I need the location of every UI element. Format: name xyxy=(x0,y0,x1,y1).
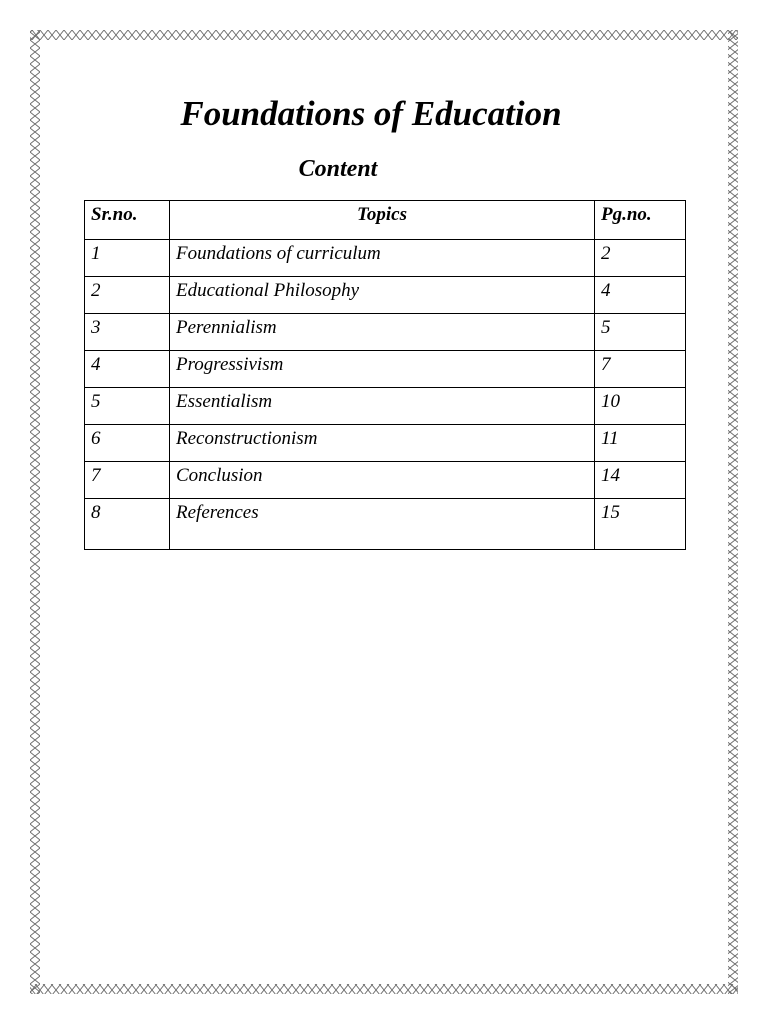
cell-page: 7 xyxy=(595,351,686,388)
table-row xyxy=(85,277,686,314)
document-subtitle: Content xyxy=(298,156,378,182)
header-pg-no: Pg.no. xyxy=(595,201,686,240)
cell-page: 15 xyxy=(595,499,686,550)
table-row xyxy=(85,240,686,277)
table-header-row xyxy=(85,201,686,240)
cell-sr-no: 2 xyxy=(85,277,170,314)
cell-topic: Essentialism xyxy=(170,388,595,425)
cell-page: 4 xyxy=(595,277,686,314)
table-row xyxy=(85,425,686,462)
cell-page: 2 xyxy=(595,240,686,277)
cell-page: 5 xyxy=(595,314,686,351)
cell-sr-no: 1 xyxy=(85,240,170,277)
border-top xyxy=(30,30,738,40)
header-topics: Topics xyxy=(170,201,595,240)
cell-page: 14 xyxy=(595,462,686,499)
cell-topic: Educational Philosophy xyxy=(170,277,595,314)
cell-page: 11 xyxy=(595,425,686,462)
border-bottom xyxy=(30,984,738,994)
cell-page: 10 xyxy=(595,388,686,425)
table-row xyxy=(85,314,686,351)
table-row xyxy=(85,388,686,425)
table-row xyxy=(85,462,686,499)
cell-sr-no: 8 xyxy=(85,499,170,550)
cell-topic: Conclusion xyxy=(170,462,595,499)
cell-topic: Foundations of curriculum xyxy=(170,240,595,277)
cell-sr-no: 4 xyxy=(85,351,170,388)
table-row xyxy=(85,351,686,388)
cell-topic: References xyxy=(170,499,595,550)
cell-topic: Perennialism xyxy=(170,314,595,351)
cell-sr-no: 5 xyxy=(85,388,170,425)
header-sr-no: Sr.no. xyxy=(85,201,170,240)
table-row xyxy=(85,499,686,550)
cell-sr-no: 7 xyxy=(85,462,170,499)
cell-sr-no: 3 xyxy=(85,314,170,351)
cell-topic: Reconstructionism xyxy=(170,425,595,462)
cell-sr-no: 6 xyxy=(85,425,170,462)
border-right xyxy=(728,30,738,994)
cell-topic: Progressivism xyxy=(170,351,595,388)
document-title: Foundations of Education xyxy=(180,94,562,133)
contents-table xyxy=(84,200,686,550)
